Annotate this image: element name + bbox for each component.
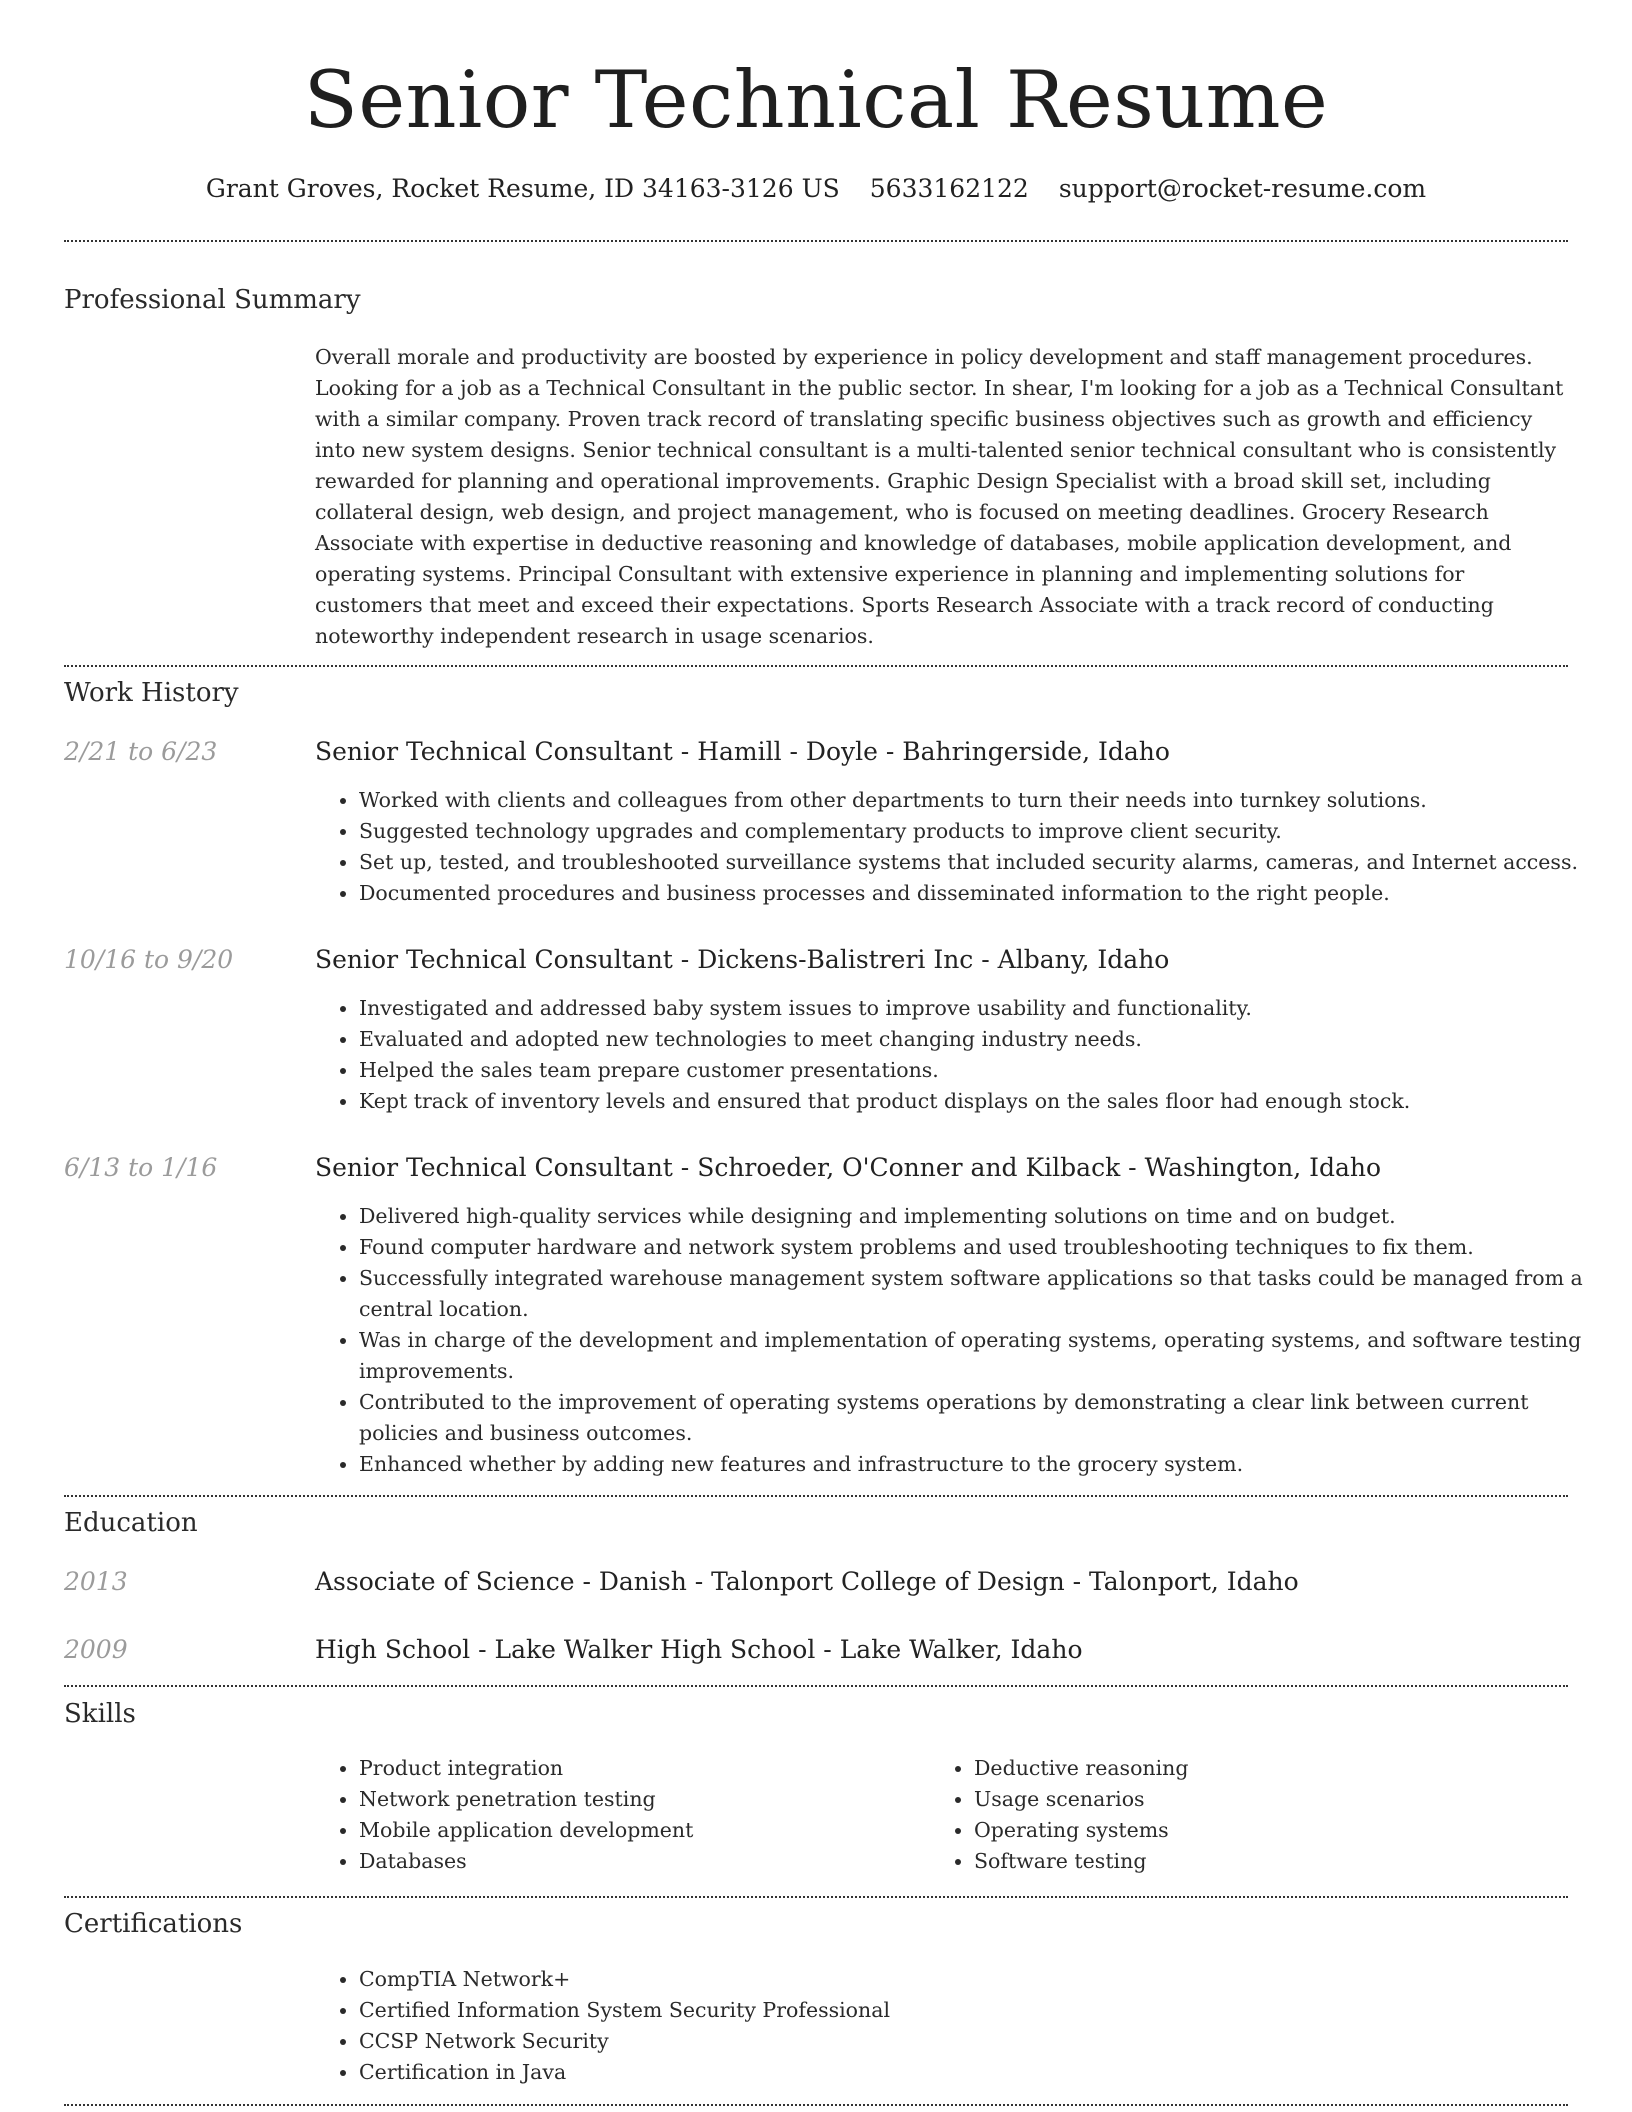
job-bullet: • Kept track of inventory levels and ensured that product displays on the sales floor had enough stock. (359, 1086, 1609, 1117)
skill-item: • Mobile application development (359, 1815, 693, 1846)
job-bullet: • Set up, tested, and troubleshooted surveillance systems that included security alarms, cameras, and Internet access. (359, 847, 1609, 878)
skill-item: • Network penetration testing (359, 1784, 693, 1815)
skill-item: • Software testing (974, 1846, 1189, 1877)
education-entry: High School - Lake Walker High School - Lake Walker, Idaho (315, 1635, 1083, 1664)
job-bullet: • Evaluated and adopted new technologies to meet changing industry needs. (359, 1024, 1609, 1055)
job-bullet: • Investigated and addressed baby system issues to improve usability and functionality. (359, 993, 1609, 1024)
job-bullet: • Successfully integrated warehouse management system software applications so that tasks could be managed from a central location. (359, 1263, 1609, 1325)
resume-title: Senior Technical Resume (303, 54, 1329, 146)
section-heading-work-history: Work History (64, 678, 239, 708)
skill-item: • Operating systems (974, 1815, 1189, 1846)
summary-text: Overall morale and productivity are boosted by experience in policy development and staff management procedures. Looking for a job as a Technical Consultant in the public sector. In shear, I'm looking for a job as a Technical Consultant with a similar company. Proven track record of translating specific business objectives such as growth and efficiency into new system designs. Senior technical consultant is a multi-talented senior technical consultant who is consistently rewarded for planning and operational improvements. Graphic Design Specialist with a broad skill set, including collateral design, web design, and project management, who is focused on meeting deadlines. Grocery Research Associate with expertise in deductive reasoning and knowledge of databases, mobile application development, and operating systems. Principal Consultant with extensive experience in planning and implementing solutions for customers that meet and exceed their expectations. Sports Research Associate with a track record of conducting noteworthy independent research in usage scenarios. (315, 345, 1564, 648)
contact-phone: 5633162122 (869, 174, 1029, 203)
certification-item: • Certified Information System Security Professional (359, 1995, 890, 2026)
section-heading-skills: Skills (64, 1699, 136, 1729)
certification-item: • CompTIA Network+ (359, 1964, 890, 1995)
job-title: Senior Technical Consultant - Hamill - Doyle - Bahringerside, Idaho (315, 737, 1170, 766)
education-year: 2013 (64, 1567, 128, 1596)
job-dates: 10/16 to 9/20 (64, 945, 234, 974)
divider (64, 1896, 1568, 1898)
divider (64, 240, 1568, 242)
job-bullet: • Contributed to the improvement of operating systems operations by demonstrating a clear link between current policies and business outcomes. (359, 1387, 1609, 1449)
section-heading-education: Education (64, 1508, 198, 1538)
job-bullet: • Worked with clients and colleagues from other departments to turn their needs into turnkey solutions. (359, 785, 1609, 816)
education-year: 2009 (64, 1635, 128, 1664)
divider (64, 1495, 1568, 1497)
education-entry: Associate of Science - Danish - Talonport College of Design - Talonport, Idaho (315, 1567, 1299, 1596)
divider (64, 2104, 1568, 2106)
contact-email[interactable]: support@rocket-resume.com (1058, 174, 1427, 203)
divider (64, 665, 1568, 667)
job-bullets (315, 1201, 1609, 1480)
job-title: Senior Technical Consultant - Dickens-Balistreri Inc - Albany, Idaho (315, 945, 1170, 974)
job-bullet: • Enhanced whether by adding new features and infrastructure to the grocery system. (359, 1449, 1609, 1480)
skill-item: • Product integration (359, 1753, 693, 1784)
job-bullet: • Helped the sales team prepare customer presentations. (359, 1055, 1609, 1086)
job-bullet: • Delivered high-quality services while designing and implementing solutions on time and on budget. (359, 1201, 1609, 1232)
job-bullet: • Documented procedures and business processes and disseminated information to the right people. (359, 878, 1609, 909)
certification-item: • CCSP Network Security (359, 2026, 890, 2057)
skills-list-left (315, 1753, 693, 1877)
skill-item: • Deductive reasoning (974, 1753, 1189, 1784)
job-dates: 6/13 to 1/16 (64, 1153, 218, 1182)
section-heading-certifications: Certifications (64, 1909, 243, 1939)
skill-item: • Databases (359, 1846, 693, 1877)
job-bullet: • Suggested technology upgrades and complementary products to improve client security. (359, 816, 1609, 847)
job-bullet: • Found computer hardware and network system problems and used troubleshooting techniques to fix them. (359, 1232, 1609, 1263)
certifications-list (315, 1964, 890, 2088)
skills-list-right (930, 1753, 1189, 1877)
job-bullet: • Was in charge of the development and implementation of operating systems, operating systems, and software testing improvements. (359, 1325, 1609, 1387)
contact-address: Grant Groves, Rocket Resume, ID 34163-3126 US (205, 174, 840, 203)
job-title: Senior Technical Consultant - Schroeder, O'Conner and Kilback - Washington, Idaho (315, 1153, 1382, 1182)
divider (64, 1685, 1568, 1687)
job-bullets (315, 785, 1609, 909)
job-bullets (315, 993, 1609, 1117)
contact-line (0, 171, 1632, 207)
skill-item: • Usage scenarios (974, 1784, 1189, 1815)
section-heading-summary: Professional Summary (64, 285, 361, 315)
certification-item: • Certification in Java (359, 2057, 890, 2088)
job-dates: 2/21 to 6/23 (64, 737, 218, 766)
